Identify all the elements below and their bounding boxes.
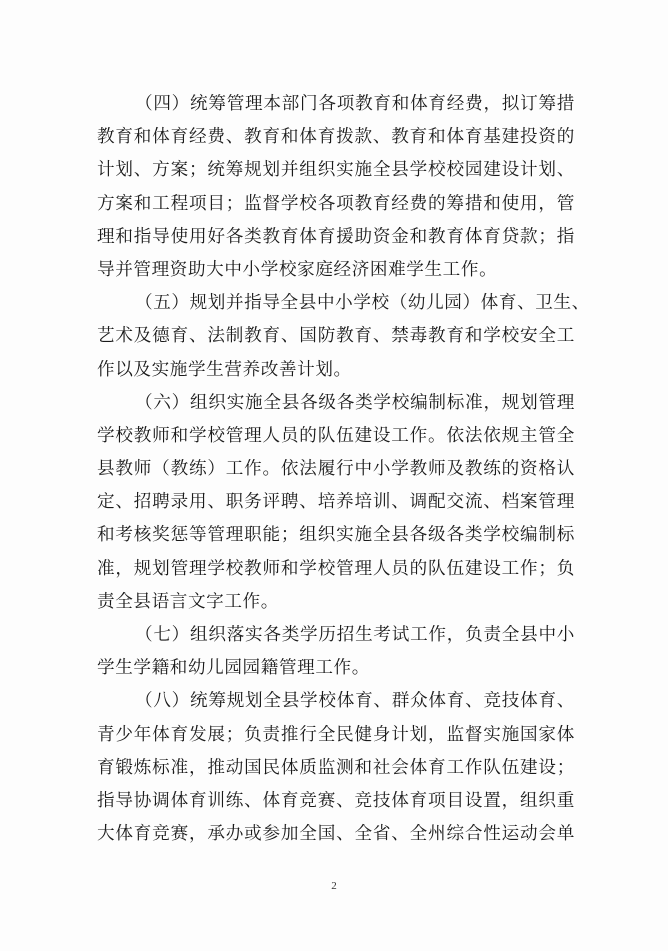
- text-line: 艺术及德育、法制教育、国防教育、禁毒教育和学校安全工: [97, 326, 575, 347]
- text-line: 青少年体育发展；负责推行全民健身计划，监督实施国家体: [97, 724, 575, 745]
- text-line: 定、招聘录用、职务评聘、培养培训、调配交流、档案管理: [97, 492, 575, 513]
- text-line: 作以及实施学生营养改善计划。: [97, 359, 352, 380]
- text-line: （六）组织实施全县各级各类学校编制标准，规划管理: [135, 392, 575, 413]
- text-line: 大体育竞赛，承办或参加全国、全省、全州综合性运动会单: [97, 824, 575, 845]
- text-line: 教育和体育经费、教育和体育拨款、教育和体育基建投资的: [97, 127, 575, 148]
- text-line: 育锻炼标准，推动国民体质监测和社会体育工作队伍建设；: [97, 757, 575, 778]
- text-line: 学生学籍和幼儿园园籍管理工作。: [97, 658, 370, 679]
- text-line: 学校教师和学校管理人员的队伍建设工作。依法依规主管全: [97, 425, 575, 446]
- text-line: 方案和工程项目；监督学校各项教育经费的筹措和使用，管: [97, 193, 575, 214]
- text-line: 理和指导使用好各类教育体育援助资金和教育体育贷款；指: [97, 226, 575, 247]
- text-line: 导并管理资助大中小学校家庭经济困难学生工作。: [97, 259, 498, 280]
- text-line: 准，规划管理学校教师和学校管理人员的队伍建设工作；负: [97, 558, 575, 579]
- text-line: （七）组织落实各类学历招生考试工作，负责全县中小: [135, 625, 575, 645]
- text-line: 指导协调体育训练、体育竞赛、竞技体育项目设置，组织重: [97, 790, 575, 811]
- text-line: 计划、方案；统筹规划并组织实施全县学校校园建设计划、: [97, 160, 575, 181]
- page-number: 2: [331, 880, 337, 892]
- text-line: 县教师（教练）工作。依法履行中小学教师及教练的资格认: [97, 459, 575, 480]
- text-line: （五）规划并指导全县中小学校（幼儿园）体育、卫生、: [135, 293, 590, 314]
- body-text: [97, 88, 590, 851]
- text-line: 责全县语言文字工作。: [97, 591, 279, 612]
- text-line: （四）统筹管理本部门各项教育和体育经费，拟订筹措: [135, 94, 575, 114]
- text-line: （八）统筹规划全县学校体育、群众体育、竞技体育、: [135, 691, 575, 712]
- text-line: 和考核奖惩等管理职能；组织实施全县各级各类学校编制标: [97, 525, 575, 546]
